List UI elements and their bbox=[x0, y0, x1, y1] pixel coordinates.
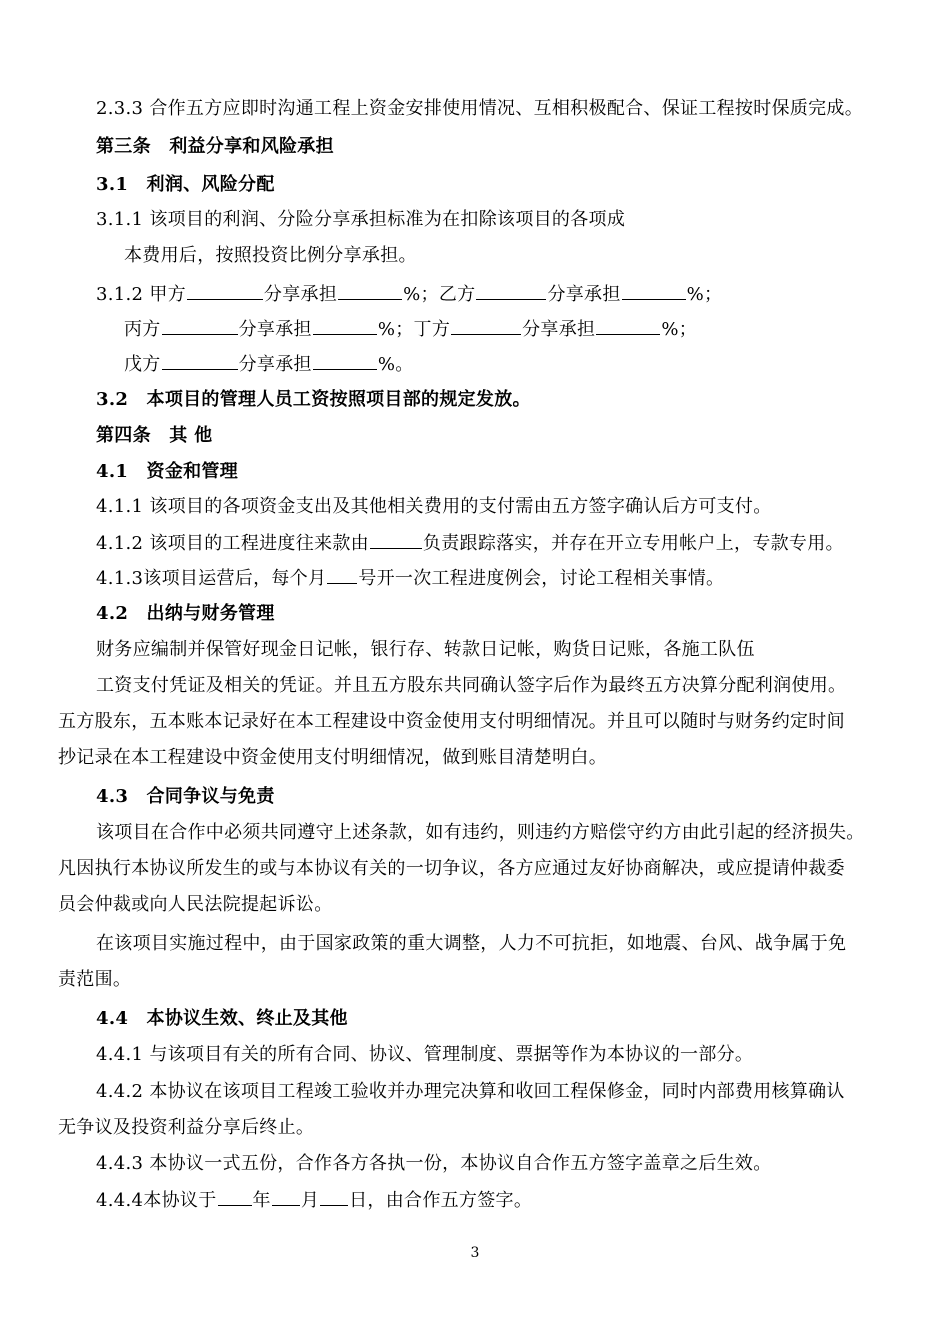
text: 日，由合作五方签字。 bbox=[349, 1190, 533, 1211]
para-4-3-line2: 凡因执行本协议所发生的或与本协议有关的一切争议，各方应通过友好协商解决，或应提请仲裁委 bbox=[58, 858, 845, 879]
text: %；乙方 bbox=[403, 284, 476, 305]
text: 丙方 bbox=[124, 319, 161, 340]
page-number: 3 bbox=[470, 1245, 480, 1261]
para-4-3-line1: 该项目在合作中必须共同遵守上述条款，如有违约，则违约方赔偿守约方由此引起的经济损失。 bbox=[96, 822, 865, 843]
text: 年 bbox=[252, 1190, 271, 1211]
text: %； bbox=[686, 284, 723, 305]
text: 4.1.3该项目运营后，每个月 bbox=[96, 568, 327, 589]
blank-field[interactable] bbox=[313, 316, 377, 335]
blank-field[interactable] bbox=[476, 281, 546, 300]
para-4-3-line5: 责范围。 bbox=[58, 969, 132, 990]
blank-field[interactable] bbox=[187, 281, 263, 300]
clause-4-4-1: 4.4.1 与该项目有关的所有合同、协议、管理制度、票据等作为本协议的一部分。 bbox=[96, 1044, 754, 1065]
section-3-1-heading: 3.1 利润、风险分配 bbox=[96, 174, 275, 195]
para-4-3-line4: 在该项目实施过程中，由于国家政策的重大调整，人力不可抗拒，如地震、台风、战争属于免 bbox=[96, 933, 847, 954]
section-4-2-heading: 4.2 出纳与财务管理 bbox=[96, 603, 275, 624]
blank-field[interactable] bbox=[313, 351, 377, 370]
blank-field-day[interactable] bbox=[320, 1187, 348, 1206]
blank-field[interactable] bbox=[327, 565, 357, 584]
text: 分享承担 bbox=[238, 319, 312, 340]
text: 4.1.2 该项目的工程进度往来款由 bbox=[96, 533, 369, 554]
clause-3-1-2-row1 bbox=[96, 281, 722, 308]
article-4-heading: 第四条 其 他 bbox=[96, 425, 213, 446]
clause-4-1-2 bbox=[96, 530, 844, 557]
text: %； bbox=[661, 319, 698, 340]
text: 月 bbox=[300, 1190, 320, 1211]
text: 3.1.2 甲方 bbox=[96, 284, 186, 305]
section-3-2 bbox=[96, 387, 531, 413]
blank-field[interactable] bbox=[596, 316, 660, 335]
clause-3-1-1: 3.1.1 该项目的利润、分险分享承担标准为在扣除该项目的各项成 bbox=[96, 209, 626, 230]
para-4-2-line2: 工资支付凭证及相关的凭证。并且五方股东共同确认签字后作为最终五方决算分配利润使用。 bbox=[96, 675, 847, 696]
clause-4-1-3 bbox=[96, 565, 724, 592]
clause-3-1-1-cont: 本费用后，按照投资比例分享承担。 bbox=[124, 245, 417, 266]
text: 戊方 bbox=[124, 354, 161, 375]
blank-field[interactable] bbox=[622, 281, 686, 300]
section-4-4-heading: 4.4 本协议生效、终止及其他 bbox=[96, 1008, 348, 1029]
text: 3.2 本项目的管理人员工资按照项目部的规定发放。 bbox=[96, 389, 531, 410]
text: 分享承担 bbox=[263, 284, 338, 305]
clause-4-4-3: 4.4.3 本协议一式五份，合作各方各执一份，本协议自合作五方签字盖章之后生效。 bbox=[96, 1153, 772, 1174]
blank-field[interactable] bbox=[451, 316, 521, 335]
blank-field-month[interactable] bbox=[272, 1187, 300, 1206]
clause-4-1-1: 4.1.1 该项目的各项资金支出及其他相关费用的支付需由五方签字确认后方可支付。 bbox=[96, 496, 772, 517]
text: 分享承担 bbox=[547, 284, 621, 305]
para-4-2-line3: 五方股东，五本账本记录好在本工程建设中资金使用支付明细情况。并且可以随时与财务约定时间 bbox=[58, 711, 845, 732]
blank-field-year[interactable] bbox=[218, 1187, 252, 1206]
para-4-2-line4: 抄记录在本工程建设中资金使用支付明细情况，做到账目清楚明白。 bbox=[58, 747, 607, 768]
blank-field[interactable] bbox=[370, 530, 422, 549]
clause-3-1-2-row3 bbox=[124, 351, 414, 378]
text: %。 bbox=[377, 354, 414, 375]
text: 号开一次工程进度例会，讨论工程相关事情。 bbox=[358, 568, 725, 589]
clause-4-4-2-cont: 无争议及投资利益分享后终止。 bbox=[58, 1117, 315, 1138]
clause-4-4-4 bbox=[96, 1187, 532, 1214]
clause-3-1-2-row2 bbox=[124, 316, 697, 343]
para-4-3-line3: 员会仲裁或向人民法院提起诉讼。 bbox=[58, 894, 333, 915]
blank-field[interactable] bbox=[162, 316, 238, 335]
text: 负责跟踪落实，并存在开立专用帐户上，专款专用。 bbox=[422, 533, 844, 554]
blank-field[interactable] bbox=[162, 351, 238, 370]
blank-field[interactable] bbox=[338, 281, 402, 300]
text: %；丁方 bbox=[377, 319, 451, 340]
clause-4-4-2: 4.4.2 本协议在该项目工程竣工验收并办理完决算和收回工程保修金，同时内部费用核算确认 bbox=[96, 1081, 845, 1102]
section-4-3-heading: 4.3 合同争议与免责 bbox=[96, 786, 275, 807]
text: 分享承担 bbox=[238, 354, 312, 375]
clause-2-3-3: 2.3.3 合作五方应即时沟通工程上资金安排使用情况、互相积极配合、保证工程按时保质完成。 bbox=[96, 98, 864, 119]
section-4-1-heading: 4.1 资金和管理 bbox=[96, 461, 239, 482]
article-3-heading: 第三条 利益分享和风险承担 bbox=[96, 136, 334, 157]
text: 4.4.4本协议于 bbox=[96, 1190, 217, 1211]
para-4-2-line1: 财务应编制并保管好现金日记帐，银行存、转款日记帐，购货日记账，各施工队伍 bbox=[96, 639, 755, 660]
text: 分享承担 bbox=[522, 319, 596, 340]
